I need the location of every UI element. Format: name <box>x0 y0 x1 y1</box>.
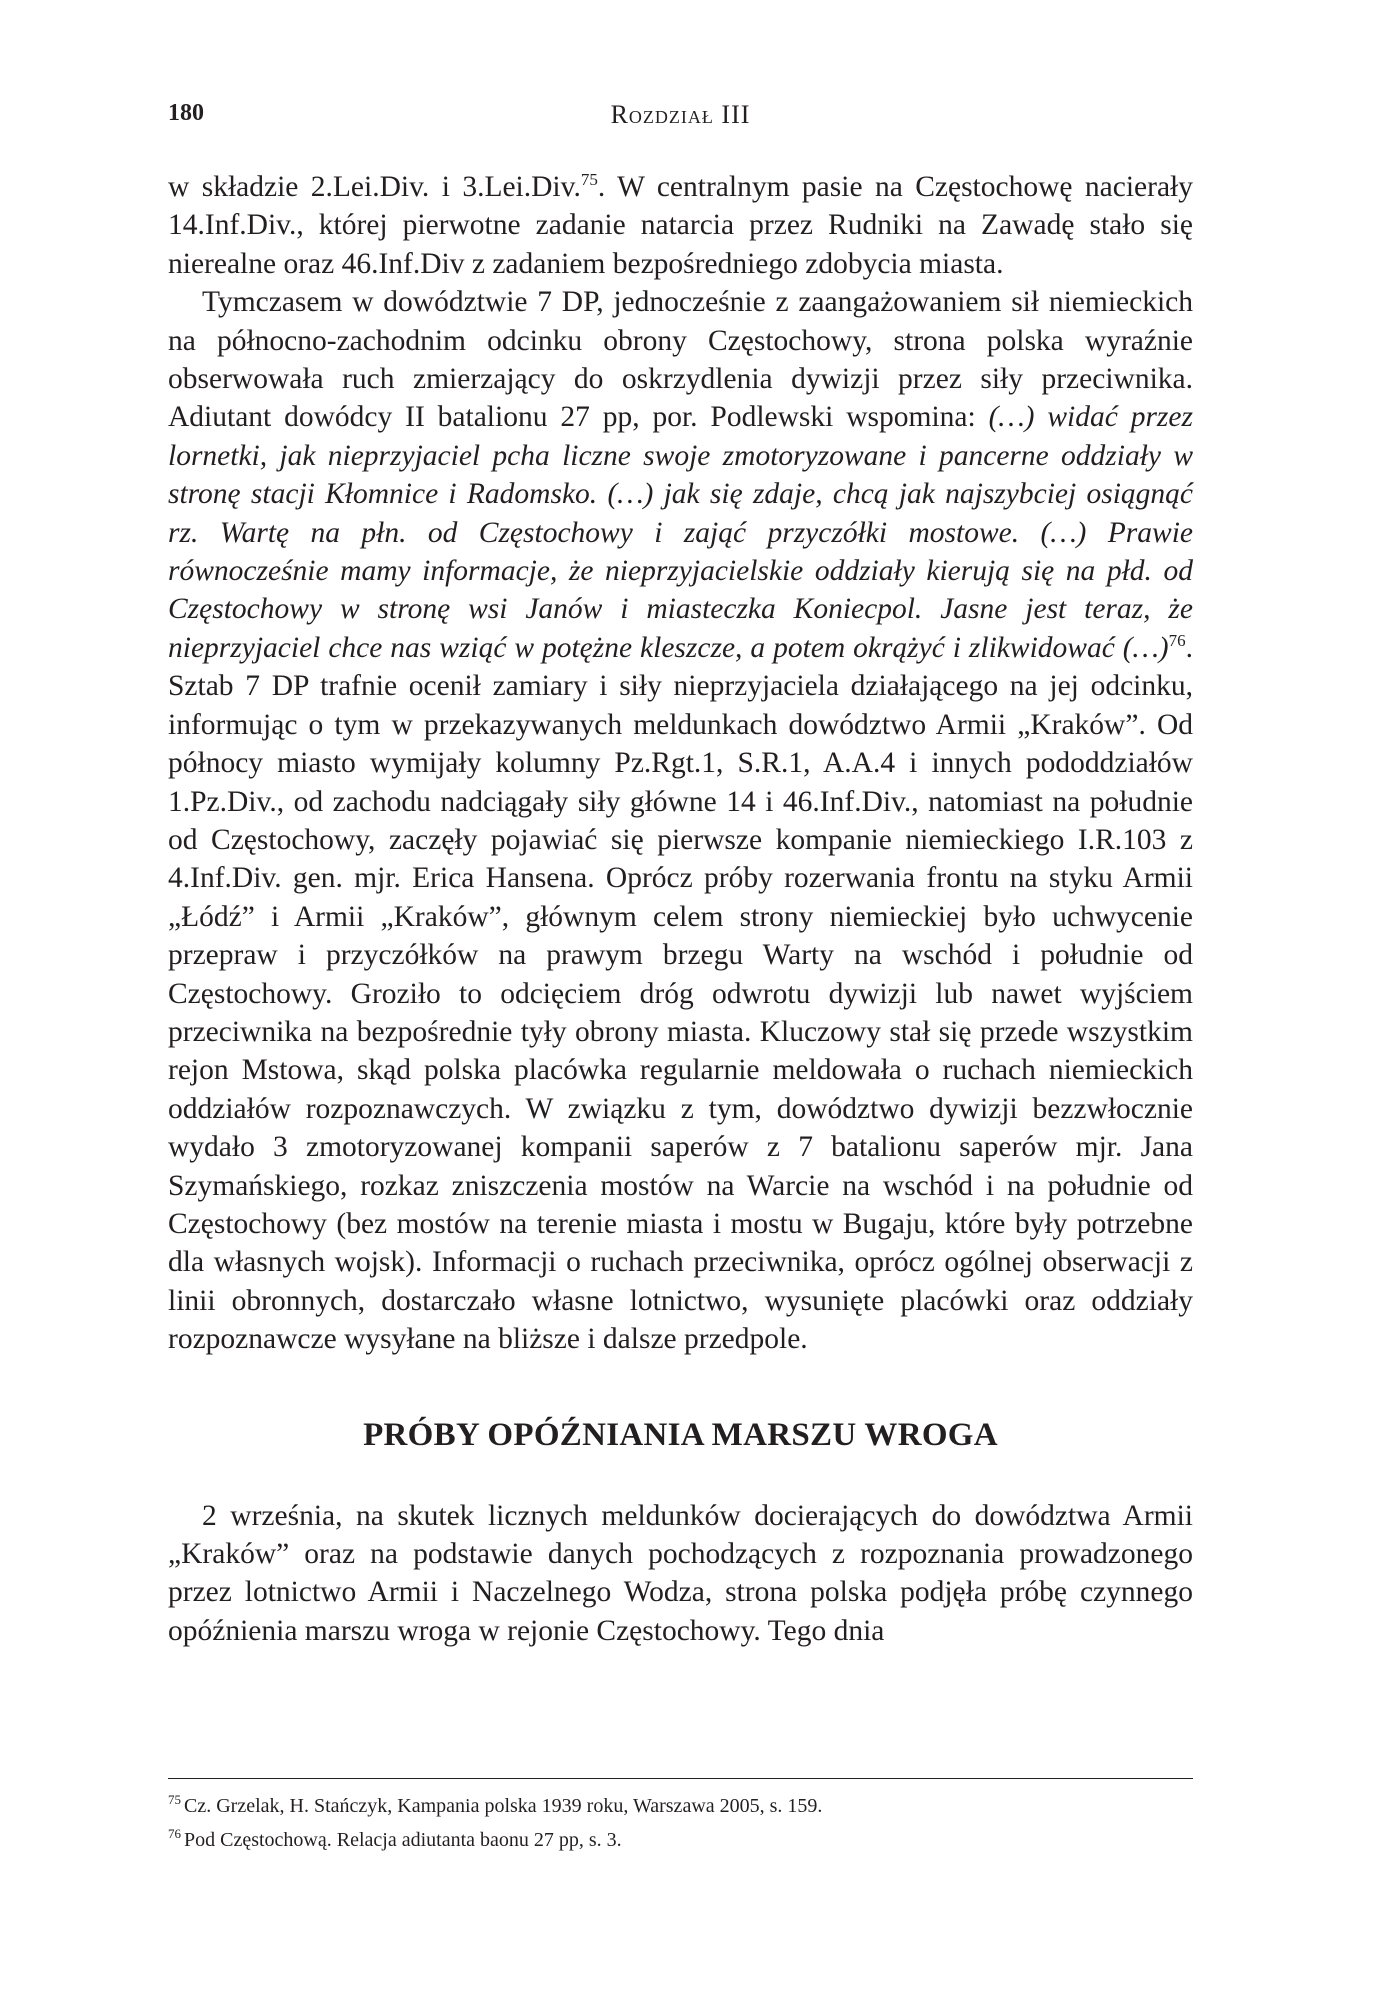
paragraph-2-text-a: Tymczasem w dowództwie 7 DP, jednocześnie z zaangażowaniem sił niemieckich na północno-zachodnim odcinku obrony Częstochowy, strona polska wyraźnie obserwowała ruch zmierzający do oskrzydlenia dywizji przez siły przeciwnika. Adiutant dowódcy II batalionu 27 pp, por. Podlewski wspomina: <box>168 286 1193 434</box>
footnote-76 <box>168 1823 1193 1857</box>
footnote-text: Pod Częstochową. Relacja adiutanta baonu 27 pp, s. 3. <box>184 1829 622 1851</box>
footnote-number: 75 <box>168 1792 181 1807</box>
footnote-75 <box>168 1789 1193 1823</box>
body-text <box>168 168 1193 1650</box>
page-number: 180 <box>168 100 204 126</box>
paragraph-1-text-a: w składzie 2.Lei.Div. i 3.Lei.Div. <box>168 171 581 203</box>
chapter-title: Rozdział III <box>610 100 751 129</box>
section-heading: PRÓBY OPÓŹNIANIA MARSZU WROGA <box>363 1416 998 1453</box>
footnote-ref-76[interactable]: 76 <box>1168 630 1186 650</box>
running-head <box>168 100 1193 136</box>
paragraph-1 <box>168 168 1193 283</box>
footnote-text: Cz. Grzelak, H. Stańczyk, Kampania polska 1939 roku, Warszawa 2005, s. 159. <box>184 1795 823 1817</box>
paragraph-2-text-b: . Sztab 7 DP trafnie ocenił zamiary i siły nieprzyjaciela działającego na jej odcinku, informując o tym w przekazywanych meldunkach dowództwo Armii „Kraków”. Od północy miasto wymijały kolumny Pz.Rgt.1, S.R.1, A.A.4 i innych pododdziałów 1.Pz.Div., od zachodu nadciągały siły główne 14 i 46.Inf.Div., natomiast na południe od Częstochowy, zaczęły pojawiać się pierwsze kompanie niemieckiego I.R.103 z 4.Inf.Div. gen. mjr. Erica Hansena. Oprócz próby rozerwania frontu na styku Armii „Łódź” i Armii „Kraków”, głównym celem strony niemieckiej było uchwycenie przepraw i przyczółków na prawym brzegu Warty na wschód i południe od Częstochowy. Groziło to odcięciem dróg odwrotu dywizji lub nawet wyjściem przeciwnika na bezpośrednie tyły obrony miasta. Kluczowy stał się przede wszystkim rejon Mstowa, skąd polska placówka regularnie meldowała o ruchach niemieckich oddziałów rozpoznawczych. W związku z tym, dowództwo dywizji bezzwłocznie wydało 3 zmotoryzowanej kompanii saperów z 7 batalionu saperów mjr. Jana Szymańskiego, rozkaz zniszczenia mostów na Warcie na wschód i na południe od Częstochowy (bez mostów na terenie miasta i mostu w Bugaju, które były potrzebne dla własnych wojsk). Informacji o ruchach przeciwnika, oprócz ogólnej obserwacji z linii obronnych, dostarczało własne lotnictwo, wysunięte placówki oraz oddziały rozpoznawcze wysyłane na bliższe i dalsze przedpole. <box>168 631 1193 1356</box>
paragraph-3: 2 września, na skutek licznych meldunków docierających do dowództwa Armii „Kraków” oraz na podstawie danych pochodzących z rozpoznania prowadzonego przez lotnictwo Armii i Naczelnego Wodza, strona polska podjęła próbę czynnego opóźnienia marszu wroga w rejonie Częstochowy. Tego dnia <box>168 1499 1193 1647</box>
footnote-number: 76 <box>168 1826 181 1841</box>
footnote-ref-75[interactable]: 75 <box>580 170 598 189</box>
quotation: (…) widać przez lornetki, jak nieprzyjaciel pcha liczne swoje zmotoryzowane i pancerne oddziały w stronę stacji Kłomnice i Radomsko. (…) jak się zdaje, chcą jak najszybciej osiągnąć rz. Wartę na płn. od Częstochowy i zająć przyczółki mostowe. (…) Prawie równocześnie mamy informacje, że nieprzyjacielskie oddziały kierują się na płd. od Częstochowy w stronę wsi Janów i miasteczka Koniecpol. Jasne jest teraz, że nieprzyjaciel chce nas wziąć w potężne kleszcze, a potem okrążyć i zlikwidować (…) <box>168 401 1193 664</box>
paragraph-1-text-b: . W centralnym pasie na Częstochowę nacierały 14.Inf.Div., której pierwotne zadanie natarcia przez Rudniki na Zawadę stało się nierealne oraz 46.Inf.Div z zadaniem bezpośredniego zdobycia miasta. <box>168 171 1193 280</box>
footnotes <box>168 1778 1193 1857</box>
paragraph-2 <box>168 283 1193 1358</box>
